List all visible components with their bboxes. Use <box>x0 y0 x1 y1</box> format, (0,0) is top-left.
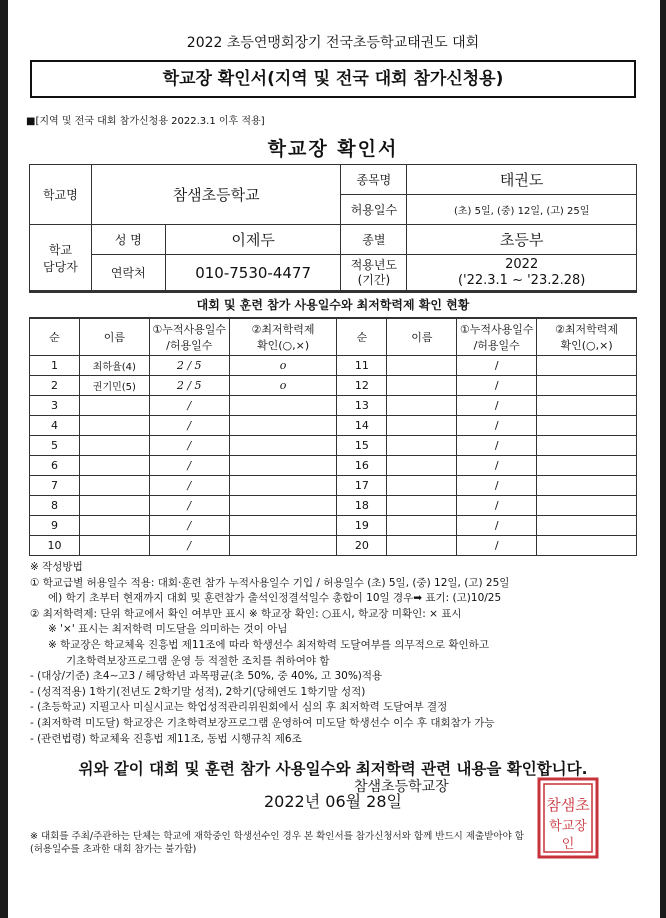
row-no: 4 <box>30 416 80 436</box>
footnote-line-1: ※ 대회를 주최/주관하는 단체는 학교에 재학중인 학생선수인 경우 본 확인서를 참가신청서와 함께 반드시 제출받아야 함 <box>30 831 524 842</box>
row-check-right <box>537 496 637 516</box>
footnote-line-2: (허용일수를 초과한 대회 참가는 불가함) <box>30 844 197 855</box>
row-name <box>79 496 149 516</box>
row-check: o <box>229 356 337 376</box>
row-name <box>79 476 149 496</box>
row-no: 8 <box>30 496 80 516</box>
row-check <box>229 476 337 496</box>
allowed-label: 허용일수 <box>341 195 407 225</box>
row-days-right: / <box>457 496 537 516</box>
row-name-right <box>387 396 457 416</box>
row-no-right: 18 <box>337 496 387 516</box>
row-check-right <box>537 396 637 416</box>
table-row <box>30 416 637 436</box>
row-name <box>79 396 149 416</box>
event-title: 2022 초등연맹회장기 전국초등학교태권도 대회 <box>186 35 480 51</box>
school-name: 참샘초등학교 <box>91 165 341 225</box>
instruction-line: - (대상/기준) 초4∼고3 / 해당학년 과목평균(초 50%, 중 40%, 고 30%)적용 <box>30 670 383 683</box>
sport-value: 태권도 <box>407 165 637 195</box>
category-label: 종별 <box>341 225 407 255</box>
instruction-line: 에) 학기 초부터 현재까지 대회 및 훈련참가 출석인정결석일수 총합이 10일 경우➡ 표기: (고)10/25 <box>48 592 502 605</box>
row-name-right <box>387 416 457 436</box>
row-check <box>229 536 337 556</box>
row-check-right <box>537 476 637 496</box>
row-days-right: / <box>457 396 537 416</box>
row-days: / <box>149 456 229 476</box>
category-value: 초등부 <box>407 225 637 255</box>
document-page <box>26 32 640 815</box>
confirm-date: 2022년 06월 28일 <box>264 792 402 812</box>
row-no-right: 17 <box>337 476 387 496</box>
row-no: 6 <box>30 456 80 476</box>
year-value: 2022 <box>505 256 539 272</box>
row-check <box>229 456 337 476</box>
row-no: 1 <box>30 356 80 376</box>
table-row <box>30 516 637 536</box>
row-name-right <box>387 516 457 536</box>
table-row <box>30 396 637 416</box>
row-days-right: / <box>457 436 537 456</box>
row-no: 10 <box>30 536 80 556</box>
contact-label: 연락처 <box>91 255 165 291</box>
row-days: 2 / 5 <box>149 376 229 396</box>
row-check: o <box>229 376 337 396</box>
table-row <box>30 436 637 456</box>
row-no-right: 13 <box>337 396 387 416</box>
row-days-right: / <box>457 536 537 556</box>
row-no-right: 12 <box>337 376 387 396</box>
row-name <box>79 436 149 456</box>
col-name-right: 이름 <box>387 319 457 356</box>
row-days: / <box>149 516 229 536</box>
row-check-right <box>537 416 637 436</box>
row-no-right: 15 <box>337 436 387 456</box>
row-check <box>229 396 337 416</box>
svg-text:참샘초: 참샘초 <box>546 796 590 814</box>
row-days: / <box>149 536 229 556</box>
allowed-value: (초) 5일, (중) 12일, (고) 25일 <box>407 195 637 225</box>
year-label: 적용년도 (기간) <box>341 255 407 291</box>
instruction-line: ※ '×' 표시는 최저학력 미도달을 의미하는 것이 아님 <box>48 623 288 636</box>
row-no: 2 <box>30 376 80 396</box>
row-check-right <box>537 536 637 556</box>
col-name: 이름 <box>79 319 149 356</box>
table-row <box>30 476 637 496</box>
status-title: 대회 및 훈련 참가 사용일수와 최저학력제 확인 현황 <box>29 291 637 318</box>
row-check <box>229 516 337 536</box>
row-name-right <box>387 436 457 456</box>
contact-value: 010-7530-4477 <box>165 255 341 291</box>
sport-label: 종목명 <box>341 165 407 195</box>
row-name-right <box>387 356 457 376</box>
manager-label: 학교 담당자 <box>30 225 92 291</box>
row-name <box>79 456 149 476</box>
name-label: 성 명 <box>91 225 165 255</box>
row-no-right: 20 <box>337 536 387 556</box>
row-no: 3 <box>30 396 80 416</box>
row-days: / <box>149 436 229 456</box>
row-no-right: 14 <box>337 416 387 436</box>
instruction-line: ※ 학교장은 학교체육 진흥법 제11조에 따라 학생선수 최저학력 도달여부를 의무적으로 확인하고 <box>48 638 489 651</box>
row-check <box>229 416 337 436</box>
row-check <box>229 436 337 456</box>
row-check-right <box>537 456 637 476</box>
row-days-right: / <box>457 356 537 376</box>
row-name-right <box>387 376 457 396</box>
row-days: / <box>149 476 229 496</box>
manager-name: 이제두 <box>165 225 341 255</box>
row-check-right <box>537 356 637 376</box>
row-name <box>79 536 149 556</box>
row-days: / <box>149 416 229 436</box>
col-no-right: 순 <box>337 319 387 356</box>
instructions <box>26 560 640 747</box>
row-check-right <box>537 516 637 536</box>
row-days: / <box>149 496 229 516</box>
instruction-line: 기초학력보장프로그램 운영 등 적절한 조치를 취하여야 함 <box>66 654 330 667</box>
period-value: ('22.3.1 ~ '23.2.28) <box>457 272 586 288</box>
main-title: 학교장 확인서 <box>267 138 399 160</box>
col-check: ②최저학력제 확인(○,×) <box>229 319 337 356</box>
instruction-line: ※ 작성방법 <box>30 561 83 573</box>
row-no: 5 <box>30 436 80 456</box>
table-row <box>30 496 637 516</box>
row-no: 9 <box>30 516 80 536</box>
svg-text:인: 인 <box>561 837 575 852</box>
info-table <box>29 164 637 291</box>
row-check-right <box>537 436 637 456</box>
table-row <box>30 356 637 376</box>
table-row <box>30 376 637 396</box>
confirmation-statement: 위와 같이 대회 및 훈련 참가 사용일수와 최저학력 관련 내용을 확인합니다. <box>78 760 588 779</box>
instruction-line: - (최저학력 미도달) 학교장은 기초학력보장프로그램 운영하여 미도달 학생선수 이수 후 대회참가 가능 <box>30 716 495 729</box>
row-check <box>229 496 337 516</box>
school-label: 학교명 <box>30 165 92 225</box>
row-name-right <box>387 476 457 496</box>
row-name-right <box>387 536 457 556</box>
table-row <box>30 456 637 476</box>
row-days: 2 / 5 <box>149 356 229 376</box>
row-days: / <box>149 396 229 416</box>
row-days-right: / <box>457 516 537 536</box>
year-cell <box>407 255 637 291</box>
row-no-right: 11 <box>337 356 387 376</box>
row-name <box>79 416 149 436</box>
row-name-right <box>387 456 457 476</box>
col-no: 순 <box>30 319 80 356</box>
row-days-right: / <box>457 416 537 436</box>
row-days-right: / <box>457 476 537 496</box>
svg-text:학교장: 학교장 <box>549 819 587 834</box>
row-no-right: 16 <box>337 456 387 476</box>
instruction-line: - (초등학교) 지필고사 미실시교는 학업성적관리위원회에서 심의 후 최저학력 도달여부 결정 <box>30 701 448 714</box>
row-name <box>79 516 149 536</box>
status-table <box>29 318 637 556</box>
form-title: 학교장 확인서(지역 및 전국 대회 참가신청용) <box>30 60 636 98</box>
footnote <box>30 830 630 856</box>
col-days: ①누적사용일수 /허용일수 <box>149 319 229 356</box>
instruction-line: ① 학교급별 허용일수 적용: 대회·훈련 참가 누적사용일수 기입 / 허용일수 (초) 5일, (중) 12일, (고) 25일 <box>30 576 510 589</box>
row-name: 권기민(5) <box>79 376 149 396</box>
row-days-right: / <box>457 456 537 476</box>
row-name: 최하율(4) <box>79 356 149 376</box>
principal-name: 참샘초등학교장 <box>354 779 449 795</box>
application-note: ■[지역 및 전국 대회 참가신청용 2022.3.1 이후 적용] <box>26 116 265 127</box>
row-no-right: 19 <box>337 516 387 536</box>
row-check-right <box>537 376 637 396</box>
row-name-right <box>387 496 457 516</box>
row-no: 7 <box>30 476 80 496</box>
instruction-line: - (성적적용) 1학기(전년도 2학기말 성적), 2학기(당해연도 1학기말 성적) <box>30 685 366 698</box>
table-row <box>30 536 637 556</box>
instruction-line: ② 최저학력제: 단위 학교에서 확인 여부만 표시 ※ 학교장 확인: ○표시, 학교장 미확인: × 표시 <box>30 607 462 620</box>
col-days-right: ①누적사용일수 /허용일수 <box>457 319 537 356</box>
instruction-line: - (관련법령) 학교체육 진흥법 제11조, 동법 시행규칙 제6조 <box>30 732 302 745</box>
row-days-right: / <box>457 376 537 396</box>
col-check-right: ②최저학력제 확인(○,×) <box>537 319 637 356</box>
